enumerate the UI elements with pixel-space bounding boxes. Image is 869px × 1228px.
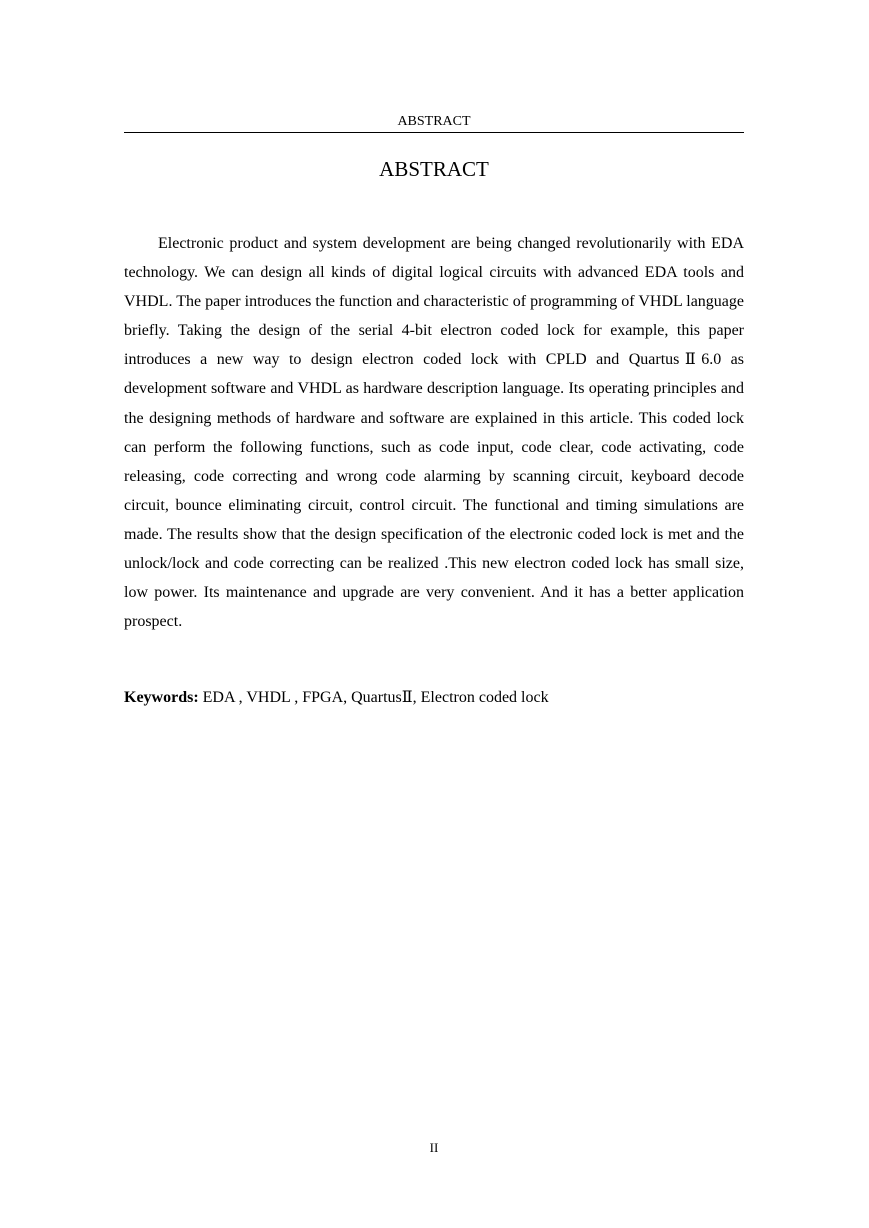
keywords-label: Keywords: (124, 689, 199, 706)
keywords-line (124, 685, 744, 711)
page-title: ABSTRACT (379, 157, 489, 181)
page-number: II (429, 1140, 439, 1155)
running-header: ABSTRACT (397, 114, 471, 129)
header-rule (124, 132, 744, 133)
keywords-list: EDA , VHDL , FPGA, QuartusⅡ, Electron coded lock (198, 689, 549, 706)
abstract-paragraph: Electronic product and system development are being changed revolutionarily with EDA technology. We can design all kinds of digital logical circuits with advanced EDA tools and VHDL. The paper introduces the function and characteristic of programming of VHDL language briefly. Taking the design of the serial 4-bit electron coded lock for example, this paper introduces a new way to design electron coded lock with CPLD and QuartusⅡ6.0 as development software and VHDL as hardware description language. Its operating principles and the designing methods of hardware and software are explained in this article. This coded lock can perform the following functions, such as code input, code clear, code activating, code releasing, code correcting and wrong code alarming by scanning circuit, keyboard decode circuit, bounce eliminating circuit, control circuit. The functional and timing simulations are made. The results show that the design specification of the electronic coded lock is met and the unlock/lock and code correcting can be realized .This new electron coded lock has small size, low power. Its maintenance and upgrade are very convenient. And it has a better application prospect. (124, 235, 744, 631)
